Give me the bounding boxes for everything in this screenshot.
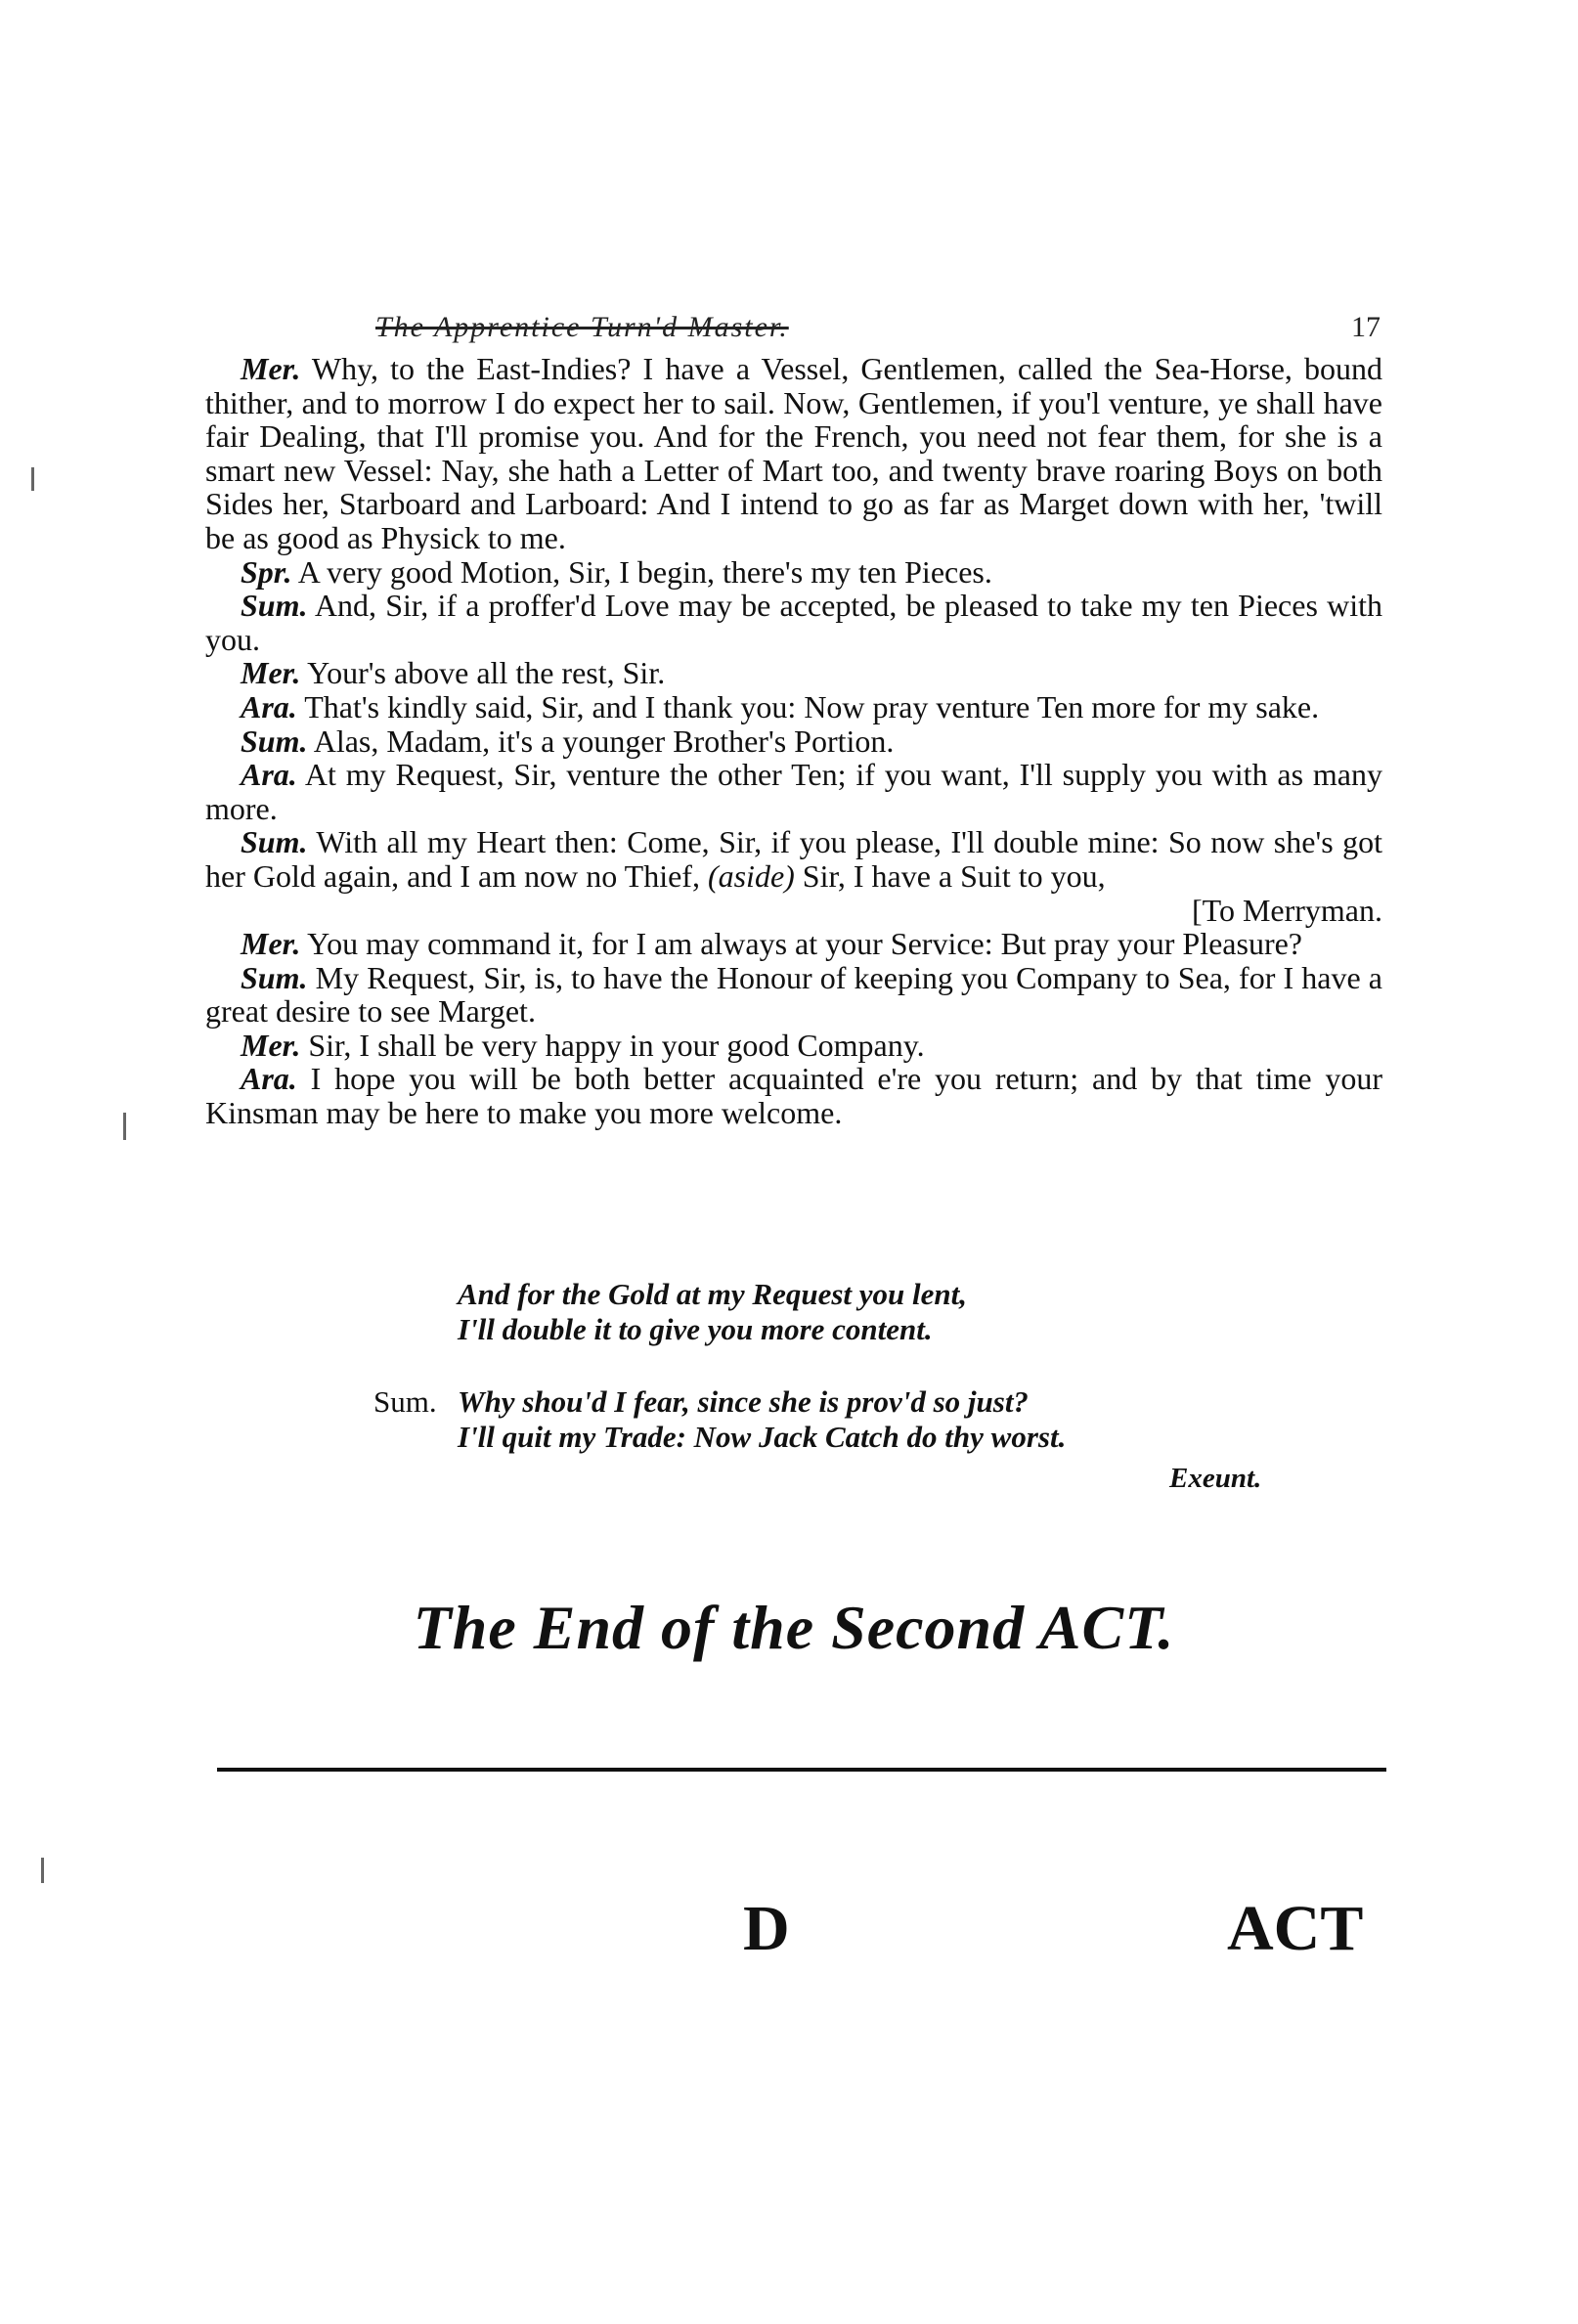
speaker-name: Mer. bbox=[241, 926, 301, 962]
running-title: The Apprentice Turn'd Master. bbox=[375, 311, 789, 343]
speech bbox=[205, 555, 1382, 590]
speech-text: You may command it, for I am always at your Service: But pray your Pleasure? bbox=[307, 926, 1302, 962]
page-number: 17 bbox=[1351, 311, 1381, 343]
speech bbox=[205, 961, 1382, 1029]
speaker-name: Ara. bbox=[241, 1061, 297, 1097]
scan-speck bbox=[123, 1113, 126, 1140]
speech bbox=[205, 589, 1382, 656]
speech bbox=[205, 927, 1382, 961]
verse-line-text: Why shou'd I fear, since she is prov'd so just? bbox=[458, 1384, 1029, 1419]
speech-text: And, Sir, if a proffer'd Love may be accepted, be pleased to take my ten Pieces with you. bbox=[205, 588, 1383, 657]
verse-speaker: Sum. bbox=[373, 1384, 437, 1419]
speech-text: Your's above all the rest, Sir. bbox=[307, 655, 666, 691]
speaker-name: Mer. bbox=[241, 351, 301, 386]
speech-text: A very good Motion, Sir, I begin, there's my ten Pieces. bbox=[297, 553, 992, 590]
speech-text: Sir, I shall be very happy in your good Company. bbox=[308, 1027, 925, 1063]
speech bbox=[205, 1062, 1382, 1129]
speaker-name: Mer. bbox=[241, 655, 301, 691]
speaker-name: Mer. bbox=[241, 1027, 301, 1063]
speech bbox=[205, 656, 1382, 690]
speaker-name: Sum. bbox=[241, 824, 308, 860]
speaker-name: Ara. bbox=[241, 688, 297, 724]
verse-couplet bbox=[373, 1384, 1066, 1455]
verse-line: I'll double it to give you more content. bbox=[458, 1312, 933, 1346]
speech bbox=[205, 825, 1382, 893]
speaker-name: Sum. bbox=[241, 588, 308, 624]
stage-direction-aside: (aside) bbox=[707, 857, 795, 894]
speaker-name: Spr. bbox=[241, 553, 292, 590]
speech-text: At my Request, Sir, venture the other Ten; if you want, I'll supply you with as many more. bbox=[205, 757, 1383, 826]
speech-text: That's kindly said, Sir, and I thank you: Now pray venture Ten more for my sake. bbox=[304, 688, 1320, 724]
dialogue-block bbox=[205, 352, 1382, 1130]
verse-line: I'll quit my Trade: Now Jack Catch do thy worst. bbox=[458, 1420, 1067, 1454]
speech-text: My Request, Sir, is, to have the Honour of keeping you Company to Sea, for I have a great desire to see Marget. bbox=[205, 959, 1383, 1030]
verse-line bbox=[373, 1384, 1066, 1420]
speaker-name: Sum. bbox=[241, 959, 308, 995]
speech-text-continued: Sir, I have a Suit to you, bbox=[802, 857, 1106, 894]
speech-text: Why, to the East-Indies? I have a Vessel, Gentlemen, called the Sea-Horse, bound thither, and to morrow I do expect her to sail. Now, Gentlemen, if you'l venture, ye shall have fair Dealing, that I'll promise you. And for the French, you need not fear them, for she is a smart new Vessel: Nay, she hath a Letter of Mart too, and twenty brave roaring Boys on both Sides her, Starboard and Larboard: And I intend to go as far as Marget down with her, 'twill be as good as Physick to me. bbox=[205, 351, 1383, 555]
speech bbox=[205, 1029, 1382, 1063]
catchword: ACT bbox=[1227, 1893, 1364, 1964]
speech bbox=[205, 352, 1382, 555]
signature-mark: D bbox=[743, 1893, 790, 1964]
speech bbox=[205, 758, 1382, 825]
speaker-name: Ara. bbox=[241, 757, 297, 793]
speech bbox=[205, 724, 1382, 759]
verse-line: And for the Gold at my Request you lent, bbox=[458, 1277, 967, 1311]
divider-rule bbox=[217, 1768, 1386, 1772]
stage-direction-exeunt: Exeunt. bbox=[1169, 1463, 1262, 1494]
scan-speck bbox=[31, 467, 34, 491]
stage-direction: [To Merryman. bbox=[1191, 892, 1382, 928]
speech-text: Alas, Madam, it's a younger Brother's Portion. bbox=[313, 723, 895, 759]
speech-text: With all my Heart then: Come, Sir, if you please, I'll double mine: So now she's got her Gold again, and I am now no Thief, bbox=[205, 824, 1383, 894]
speech-text: I hope you will be both better acquainted e're you return; and by that time your Kinsman may be here to make you more welcome. bbox=[205, 1061, 1383, 1131]
speaker-name: Sum. bbox=[241, 723, 308, 759]
speech bbox=[205, 690, 1382, 724]
act-end-title: The End of the Second ACT. bbox=[413, 1593, 1175, 1662]
verse-couplet bbox=[458, 1277, 967, 1347]
scan-speck bbox=[41, 1858, 44, 1883]
